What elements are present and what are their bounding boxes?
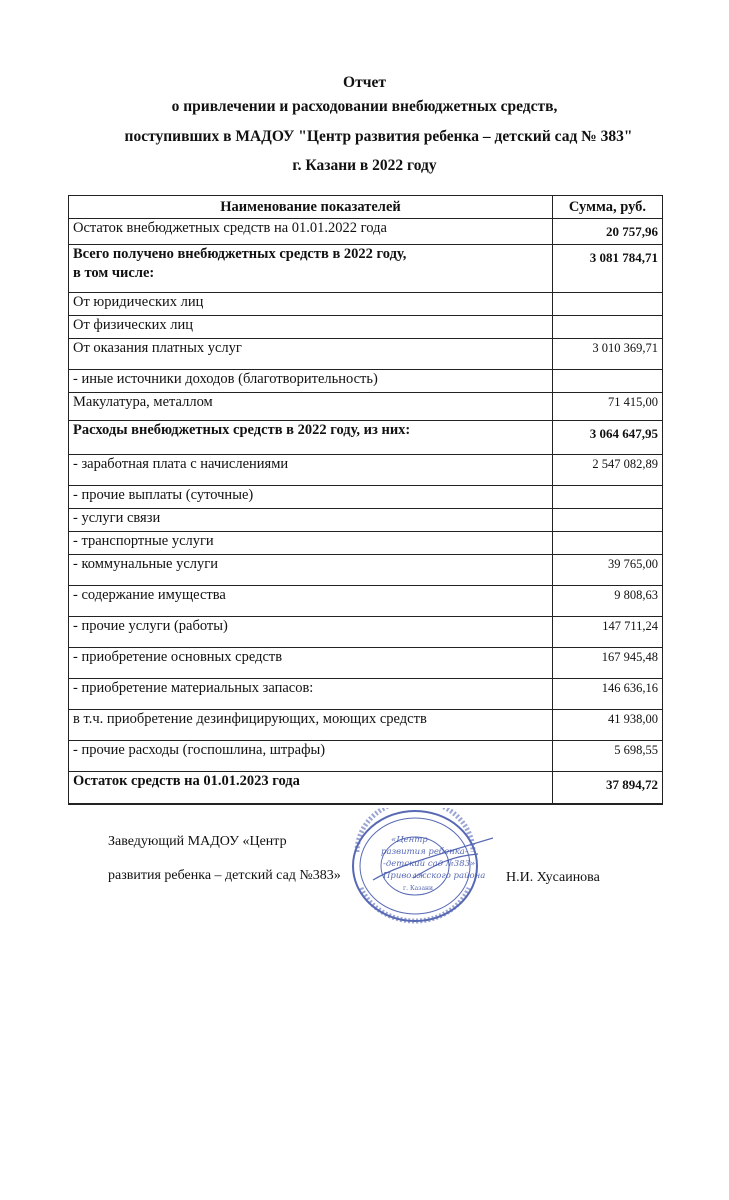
report-subtitle-2: поступивших в МАДОУ "Центр развития ребенка – детский сад № 383" xyxy=(124,128,633,145)
table-row xyxy=(69,293,663,316)
row-label: От оказания платных услуг xyxy=(69,339,553,370)
row-label: - коммунальные услуги xyxy=(69,555,553,586)
row-sum xyxy=(553,532,663,555)
row-label: - содержание имущества xyxy=(69,586,553,617)
row-label xyxy=(69,245,553,293)
svg-text:развития ребенка-: развития ребенка- xyxy=(381,847,468,857)
svg-text:-детский сад №383»: -детский сад №383» xyxy=(383,859,476,869)
report-subtitle-1: о привлечении и расходовании внебюджетных средств, xyxy=(171,98,558,115)
row-label: - приобретение основных средств xyxy=(69,648,553,679)
row-label: - услуги связи xyxy=(69,509,553,532)
row-label: в т.ч. приобретение дезинфицирующих, моющих средств xyxy=(69,710,553,741)
table-row xyxy=(69,486,663,509)
report-subtitle-3: г. Казани в 2022 году xyxy=(292,157,437,174)
row-sum xyxy=(553,293,663,316)
row-label: Остаток внебюджетных средств на 01.01.2022 года xyxy=(69,219,553,245)
column-header-name: Наименование показателей xyxy=(69,196,553,219)
row-label-line-1: Всего получено внебюджетных средств в 2022 году, xyxy=(73,246,407,262)
table-row xyxy=(69,339,663,370)
row-label: Макулатура, металлом xyxy=(69,393,553,421)
table-row xyxy=(69,741,663,772)
row-sum xyxy=(553,509,663,532)
row-sum: 167 945,48 xyxy=(553,648,663,679)
row-sum: 71 415,00 xyxy=(553,393,663,421)
signer-position-line-1: Заведующий МАДОУ «Центр xyxy=(108,834,287,849)
signer-name: Н.И. Хусаинова xyxy=(506,870,600,885)
table-row xyxy=(69,679,663,710)
table-header-row xyxy=(69,196,663,219)
row-label: - заработная плата с начислениями xyxy=(69,455,553,486)
row-label-line-2: в том числе: xyxy=(73,265,155,281)
column-header-sum: Сумма, руб. xyxy=(553,196,663,219)
table-row xyxy=(69,393,663,421)
row-label: От юридических лиц xyxy=(69,293,553,316)
row-sum: 146 636,16 xyxy=(553,679,663,710)
report-table xyxy=(68,195,663,805)
row-label: - иные источники доходов (благотворительность) xyxy=(69,370,553,393)
row-sum: 5 698,55 xyxy=(553,741,663,772)
row-label: - прочие расходы (госпошлина, штрафы) xyxy=(69,741,553,772)
row-label: От физических лиц xyxy=(69,316,553,339)
row-sum xyxy=(553,486,663,509)
row-sum: 37 894,72 xyxy=(553,772,663,805)
row-label: Расходы внебюджетных средств в 2022 году, из них: xyxy=(69,421,553,455)
table-row xyxy=(69,586,663,617)
svg-text:г. Казани: г. Казани xyxy=(403,885,434,892)
row-label: - приобретение материальных запасов: xyxy=(69,679,553,710)
table-row xyxy=(69,370,663,393)
table-row xyxy=(69,648,663,679)
table-row xyxy=(69,455,663,486)
svg-text:«Центр: «Центр xyxy=(391,835,428,845)
row-sum xyxy=(553,370,663,393)
row-label: - прочие услуги (работы) xyxy=(69,617,553,648)
row-label: - транспортные услуги xyxy=(69,532,553,555)
official-stamp-icon xyxy=(343,808,493,926)
row-sum: 41 938,00 xyxy=(553,710,663,741)
table-row xyxy=(69,772,663,805)
table-row xyxy=(69,509,663,532)
row-sum: 9 808,63 xyxy=(553,586,663,617)
row-sum: 20 757,96 xyxy=(553,219,663,245)
table-row xyxy=(69,219,663,245)
table-row xyxy=(69,421,663,455)
signer-position-line-2: развития ребенка – детский сад №383» xyxy=(108,868,341,883)
table-row xyxy=(69,617,663,648)
row-sum xyxy=(553,316,663,339)
table-row xyxy=(69,316,663,339)
table-row xyxy=(69,710,663,741)
table-row xyxy=(69,245,663,293)
row-label: Остаток средств на 01.01.2023 года xyxy=(69,772,553,805)
table-row xyxy=(69,532,663,555)
row-sum: 3 064 647,95 xyxy=(553,421,663,455)
row-sum: 39 765,00 xyxy=(553,555,663,586)
row-label: - прочие выплаты (суточные) xyxy=(69,486,553,509)
row-sum: 2 547 082,89 xyxy=(553,455,663,486)
table-row xyxy=(69,555,663,586)
report-title: Отчет xyxy=(343,74,386,91)
row-sum: 147 711,24 xyxy=(553,617,663,648)
svg-text:Приволжского района: Приволжского района xyxy=(383,871,486,881)
row-sum: 3 081 784,71 xyxy=(553,245,663,293)
row-sum: 3 010 369,71 xyxy=(553,339,663,370)
